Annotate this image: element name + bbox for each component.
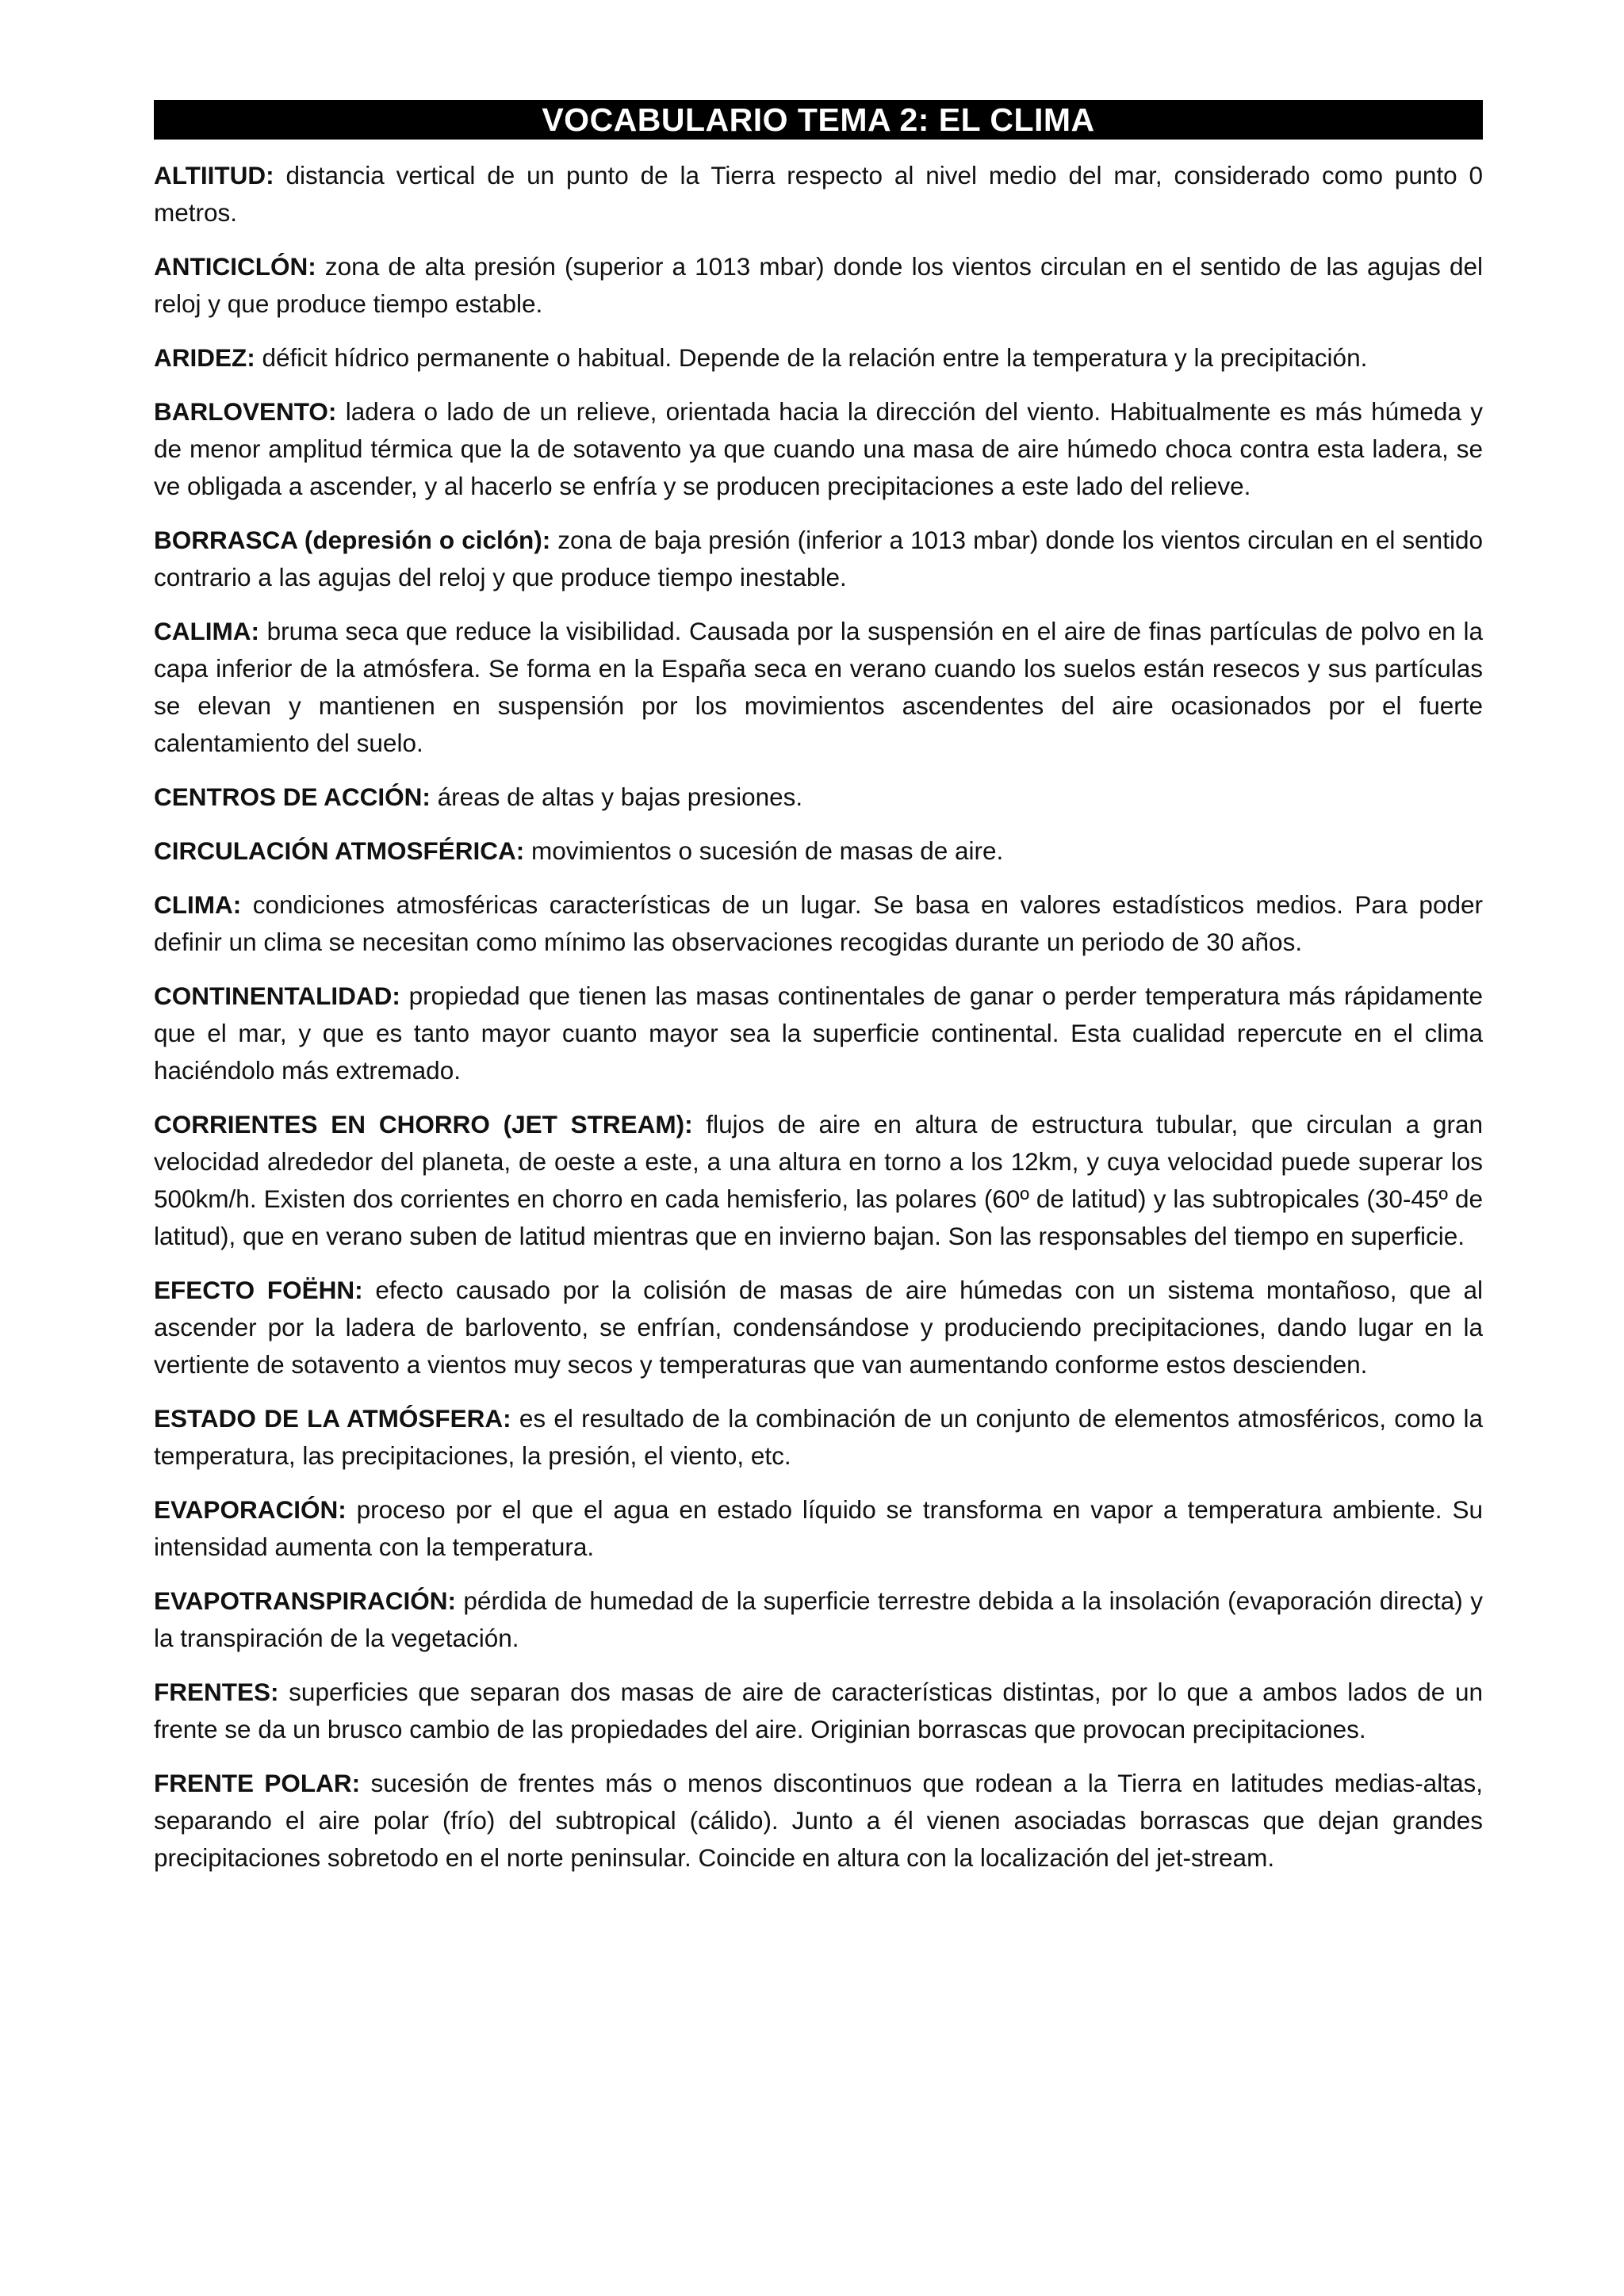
glossary-definition: bruma seca que reduce la visibilidad. Causada por la suspensión en el aire de finas partículas de polvo en la capa inferior de la atmósfera. Se forma en la España seca en verano cuando los suelos están resecos y sus partículas se elevan y mantienen en suspensión por los movimientos ascendentes del aire ocasionados por el fuerte calentamiento del suelo. — [154, 617, 1483, 757]
glossary-definition: zona de alta presión (superior a 1013 mbar) donde los vientos circulan en el sentido de las agujas del reloj y que produce tiempo estable. — [154, 252, 1483, 318]
glossary-definition: propiedad que tienen las masas continentales de ganar o perder temperatura más rápidamente que el mar, y que es tanto mayor cuanto mayor sea la superficie continental. Esta cualidad repercute en el clima haciéndolo más extremado. — [154, 982, 1483, 1085]
glossary-definition: proceso por el que el agua en estado líquido se transforma en vapor a temperatura ambiente. Su intensidad aumenta con la temperatura. — [154, 1495, 1483, 1561]
glossary-definition: ladera o lado de un relieve, orientada hacia la dirección del viento. Habitualmente es más húmeda y de menor amplitud térmica que la de sotavento ya que cuando una masa de aire húmedo choca contra esta ladera, se ve obligada a ascender, y al hacerlo se enfría y se producen precipitaciones a este lado del relieve. — [154, 397, 1483, 500]
glossary-definition: déficit hídrico permanente o habitual. Depende de la relación entre la temperatura y la precipitación. — [262, 343, 1368, 372]
glossary-term: BORRASCA (depresión o ciclón): — [154, 526, 551, 554]
glossary-term: CENTROS DE ACCIÓN: — [154, 783, 431, 811]
glossary-term: EVAPORACIÓN: — [154, 1495, 347, 1524]
glossary-term: CALIMA: — [154, 617, 259, 645]
glossary-term: CONTINENTALIDAD: — [154, 982, 400, 1010]
glossary-term: ESTADO DE LA ATMÓSFERA: — [154, 1404, 511, 1433]
glossary-term: ALTIITUD: — [154, 161, 274, 189]
glossary-definition: sucesión de frentes más o menos discontinuos que rodean a la Tierra en latitudes medias-altas, separando el aire polar (frío) del subtropical (cálido). Junto a él vienen asociadas borrascas que dejan grandes precipitaciones sobretodo en el norte peninsular. Coincide en altura con la localización del jet-stream. — [154, 1769, 1483, 1872]
glossary-entry-altitud — [154, 157, 1483, 232]
document-page — [154, 100, 1483, 1893]
glossary-entry-evapotranspiracion — [154, 1582, 1483, 1657]
glossary-term: CIRCULACIÓN ATMOSFÉRICA: — [154, 836, 525, 865]
page-title: VOCABULARIO TEMA 2: EL CLIMA — [154, 100, 1483, 140]
glossary-definition: flujos de aire en altura de estructura tubular, que circulan a gran velocidad alrededor del planeta, de oeste a este, a una altura en torno a los 12km, y cuya velocidad puede superar los 500km/h. Existen dos corrientes en chorro en cada hemisferio, las polares (60º de latitud) y las subtropicales (30-45º de latitud), que en verano suben de latitud mientras que en invierno bajan. Son las responsables del tiempo en superficie. — [154, 1110, 1483, 1250]
glossary-term: FRENTE POLAR: — [154, 1769, 361, 1797]
glossary-definition: condiciones atmosféricas características de un lugar. Se basa en valores estadísticos medios. Para poder definir un clima se necesitan como mínimo las observaciones recogidas durante un periodo de 30 años. — [154, 890, 1483, 956]
glossary-entry-circulacion-atmosferica — [154, 832, 1483, 870]
glossary-entry-barlovento — [154, 393, 1483, 505]
glossary-term: CORRIENTES EN CHORRO (JET STREAM): — [154, 1110, 693, 1138]
glossary-entry-borrasca — [154, 522, 1483, 596]
glossary-entry-calima — [154, 613, 1483, 762]
glossary-entry-aridez — [154, 339, 1483, 377]
glossary-term: ARIDEZ: — [154, 343, 255, 372]
glossary-entry-efecto-foehn — [154, 1272, 1483, 1383]
glossary-entry-frentes — [154, 1674, 1483, 1748]
glossary-definition: zona de baja presión (inferior a 1013 mbar) donde los vientos circulan en el sentido contrario a las agujas del reloj y que produce tiempo inestable. — [154, 526, 1483, 591]
glossary-definition: áreas de altas y bajas presiones. — [437, 783, 803, 811]
glossary-definition: distancia vertical de un punto de la Tierra respecto al nivel medio del mar, considerado como punto 0 metros. — [154, 161, 1483, 227]
glossary-definition: movimientos o sucesión de masas de aire. — [530, 836, 1004, 865]
glossary-entry-continentalidad — [154, 978, 1483, 1089]
glossary-entry-estado-de-la-atmosfera — [154, 1400, 1483, 1475]
glossary-entry-anticiclon — [154, 248, 1483, 323]
glossary-term: EFECTO FOËHN: — [154, 1276, 363, 1304]
glossary-entry-corrientes-en-chorro — [154, 1106, 1483, 1255]
glossary-definition: pérdida de humedad de la superficie terrestre debida a la insolación (evaporación directa) y la transpiración de la vegetación. — [154, 1586, 1483, 1652]
glossary-term: FRENTES: — [154, 1678, 279, 1706]
glossary-term: ANTICICLÓN: — [154, 252, 316, 281]
glossary-definition: efecto causado por la colisión de masas de aire húmedas con un sistema montañoso, que al ascender por la ladera de barlovento, se enfrían, condensándose y produciendo precipitaciones, dando lugar en la vertiente de sotavento a vientos muy secos y temperaturas que van aumentando conforme estos descienden. — [154, 1276, 1483, 1379]
glossary-entry-centros-de-accion — [154, 779, 1483, 816]
glossary-definition: superficies que separan dos masas de aire de características distintas, por lo que a ambos lados de un frente se da un brusco cambio de las propiedades del aire. Originian borrascas que provocan precipitaciones. — [154, 1678, 1483, 1743]
glossary-entry-clima — [154, 886, 1483, 961]
glossary-term: BARLOVENTO: — [154, 397, 337, 426]
glossary-definition: es el resultado de la combinación de un conjunto de elementos atmosféricos, como la temperatura, las precipitaciones, la presión, el viento, etc. — [154, 1404, 1483, 1470]
glossary-term: CLIMA: — [154, 890, 242, 919]
glossary-term: EVAPOTRANSPIRACIÓN: — [154, 1586, 456, 1615]
glossary-entry-frente-polar — [154, 1765, 1483, 1877]
glossary-entry-evaporacion — [154, 1491, 1483, 1566]
